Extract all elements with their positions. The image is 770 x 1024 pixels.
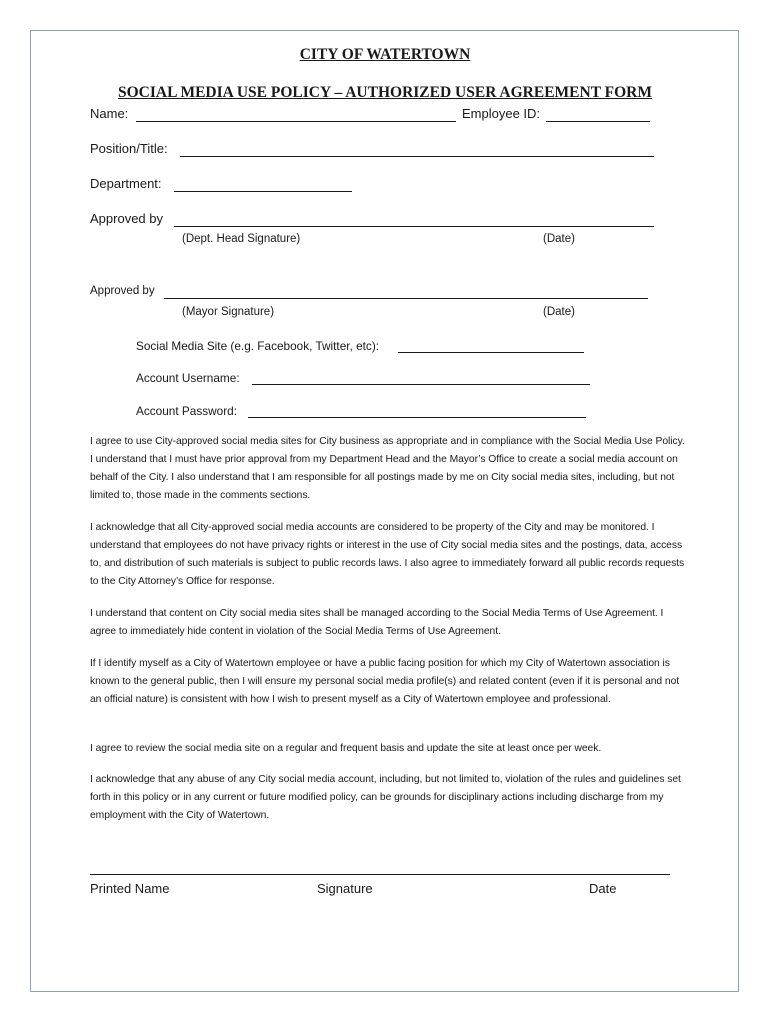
city-title: CITY OF WATERTOWN <box>299 46 471 63</box>
dept-head-date-caption: (Date) <box>543 233 575 245</box>
agreement-paragraph-3: I understand that content on City social media sites shall be managed according to the Social Media Terms of Use Agreement. I agree to immediately hide content in violation of the Social Media Terms of Use Agreement. <box>90 608 664 637</box>
account-password-label: Account Password: <box>136 404 237 418</box>
agreement-paragraph-1: I agree to use City-approved social media sites for City business as appropriate and in compliance with the Social Media Use Policy. I understand that I must have prior approval from my Department Head and the Mayor’s Office to create a social media account on behalf of the City. I also understand that I am responsible for all postings made by me on City social media sites, including, but not limited to, those made in the comments sections. <box>90 436 685 501</box>
agreement-paragraph-6: I acknowledge that any abuse of any City social media account, including, but not limited to, violation of the rules and guidelines set forth in this policy or in any current or future modified policy, can be grounds for disciplinary actions including discharge from my employment with the City of Watertown. <box>90 774 681 821</box>
employee-id-label: Employee ID: <box>462 106 541 121</box>
name-field[interactable] <box>136 121 456 122</box>
position-title-label: Position/Title: <box>90 141 168 156</box>
account-username-field[interactable] <box>252 384 590 385</box>
mayor-signature-field[interactable] <box>164 298 648 299</box>
dept-head-signature-caption: (Dept. Head Signature) <box>182 233 301 245</box>
social-media-site-field[interactable] <box>398 352 584 353</box>
date-caption: Date <box>589 881 617 896</box>
department-field[interactable] <box>174 191 352 192</box>
agreement-paragraph-5: I agree to review the social media site on a regular and frequent basis and update the site at least once per week. <box>90 743 602 754</box>
form-title: SOCIAL MEDIA USE POLICY – AUTHORIZED USER AGREEMENT FORM <box>118 84 652 101</box>
mayor-signature-caption: (Mayor Signature) <box>182 306 275 318</box>
approved-by-mayor-label: Approved by <box>90 285 155 297</box>
account-username-label: Account Username: <box>136 371 240 385</box>
employee-id-field[interactable] <box>546 121 650 122</box>
agreement-paragraph-4: If I identify myself as a City of Watertown employee or have a public facing position for which my City of Watertown association is known to the general public, then I will ensure my personal social media profile(s) and related content (even if it is personal and not an official nature) is consistent with how I wish to present myself as a City of Watertown employee and professional. <box>90 658 680 705</box>
position-title-field[interactable] <box>180 156 654 157</box>
account-password-field[interactable] <box>248 417 586 418</box>
signature-caption: Signature <box>317 881 373 896</box>
name-label: Name: <box>90 106 129 121</box>
social-media-site-label: Social Media Site (e.g. Facebook, Twitter, etc): <box>136 339 380 353</box>
dept-head-signature-field[interactable] <box>174 226 654 227</box>
approved-by-dept-head-label: Approved by <box>90 211 163 226</box>
footer-signature-line[interactable] <box>90 874 670 875</box>
department-label: Department: <box>90 176 162 191</box>
form-page-border <box>30 30 739 992</box>
mayor-date-caption: (Date) <box>543 306 575 318</box>
printed-name-caption: Printed Name <box>90 881 170 896</box>
agreement-paragraph-2: I acknowledge that all City-approved social media accounts are considered to be property of the City and may be monitored. I understand that employees do not have privacy rights or interest in the use of City social media sites and the postings, data, access to, and distribution of such materials is subject to public records laws. I also agree to immediately forward all public records requests to the City Attorney’s Office for response. <box>90 522 685 587</box>
